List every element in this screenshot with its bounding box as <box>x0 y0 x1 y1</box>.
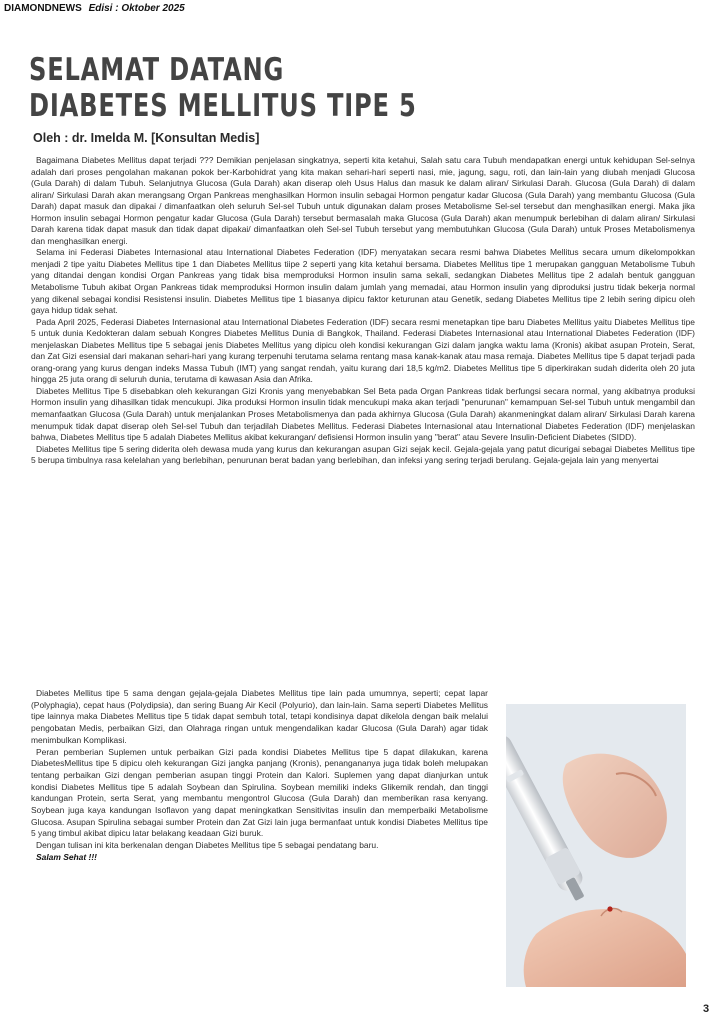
article-body <box>31 155 695 467</box>
edition-label: Edisi : Oktober 2025 <box>88 3 185 14</box>
page-number: 3 <box>703 1003 710 1015</box>
paragraph: Pada April 2025, Federasi Diabetes Internasional atau International Diabetes Federation (IDF) secara resmi menetapkan tipe baru Diabetes Mellitus yaitu Diabetes Mellitus tipe 5 untuk dunia Kedokteran dalam sebuah Kongres Diabetes Mellitus Dunia di Bangkok, Thailand. Federasi Diabetes Internasional atau International Diabetes Federation (IDF) menjelaskan Diabetes Mellitus tipe 5 sebagai jenis Diabetes Mellitus yang dipicu oleh kondisi kekurangan Gizi dalam jangka waktu lama (Kronis) akibat asupan Protein, Serat, dan Zat Gizi esensial dari makanan sehari-hari yang kurang terpenuhi terutama selama rentang masa kanak-kanak atau masa remaja. Diabetes Mellitus tipe 5 dapat terjadi pada orang-orang yang kurus dengan indeks Massa Tubuh (IMT) yang sangat rendah, yaitu kurang dari 18,5 kg/m2. Diabetes Mellitus tipe 5 diperkirakan sudah diderita oleh 20 juta hingga 25 juta orang di seluruh dunia, terutama di kawasan Asia dan Afrika. <box>31 316 695 385</box>
paragraph: Diabetes Mellitus tipe 5 sama dengan gejala-gejala Diabetes Mellitus tipe lain pada umumnya, seperti; cepat lapar (Polyphagia), cepat haus (Polydipsia), dan sering Buang Air Kecil (Polyurio), dan lain-lain. Sama seperti Diabetes Mellitus tipe lainnya maka Diabetes Mellitus tipe 5 tidak dapat sembuh total, tetapi kondisinya dapat dikelola dengan baik melalui pengobatan Medis, perbaikan Gizi, dan Olahraga ringan untuk mengendalikan kadar Glucosa (Gula Darah) agar tidak menimbulkan Komplikasi. <box>31 688 488 745</box>
paragraph: Dengan tulisan ini kita berkenalan dengan Diabetes Mellitus tipe 5 sebagai pendatang baru. <box>36 840 379 851</box>
paragraph: Diabetes Mellitus tipe 5 sering diderita oleh dewasa muda yang kurus dan kekurangan asupan Gizi sejak kecil. Gejala-gejala yang patut dicurigai sebagai Diabetes Mellitus tipe 5 berupa timbulnya rasa kelelahan yang berlebihan, penurunan berat badan yang berlebihan, dan infeksi yang sering terjadi berulang. Gejala-gejala lain yang menyertai <box>31 443 695 466</box>
paragraph: Peran pemberian Suplemen untuk perbaikan Gizi pada kondisi Diabetes Mellitus tipe 5 dapat dilakukan, karena DiabetesMellitus tipe 5 dipicu oleh kekurangan Gizi jangka panjang (Kronis), penangananya juga tidak boleh melupakan tentang perbaikan Gizi dengan pemberian asupan tinggi Protein dan Kalori. Suplemen yang dapat dianjurkan untuk kondisi Diabetes Mellitus tipe 5 adalah Soybean dan Spirulina. Soybean memiliki indeks Glikemik rendah, dan tinggi kandungan Protein, serta Serat, yang membantu mengontrol Glucosa (Gula Darah) dan memberikan rasa kenyang. Soybean juga kaya kandungan Isoflavon yang dapat meningkatkan Sensitivitas insulin dan memperbaiki Metabolisme Glucosa. Asupan Spirulina sebagai sumber Protein dan Zat Gizi lain juga bermanfaat untuk kondisi Diabetes Mellitus tipe 5 yang timbul akibat dipicu latar belakang keadaan Gizi buruk. <box>31 746 488 839</box>
lancet-and-hand-illustration <box>506 704 686 987</box>
author-byline: Oleh : dr. Imelda M. [Konsultan Medis] <box>33 131 260 145</box>
article-title <box>29 52 417 124</box>
paragraph: Bagaimana Diabetes Mellitus dapat terjadi ??? Demikian penjelasan singkatnya, seperti kita ketahui, Salah satu cara Tubuh mendapatkan energi untuk kehidupan Sel-selnya adalah dari proses pengolahan makanan pokok ber-Karbohidrat yang kita makan sehari-hari seperti nasi, mie, jagung, sagu, roti, dan lain-lain yang diubah menjadi Glucosa (Gula Darah) di dalam Tubuh. Selanjutnya Glucosa (Gula Darah) akan diserap oleh Usus Halus dan masuk ke dalam aliran/ Sirkulasi Darah. Glucosa (Gula Darah) di dalam aliran/ Sirkulasi Darah akan merangsang Organ Pankreas menghasilkan Hormon insulin sebagai Hormon pengatur kadar Glucosa (Gula Darah) yang membantu Glucosa (Gula Darah) dapat masuk dan dipakai / dimanfaatkan oleh seluruh Sel-sel Tubuh untuk digunakan dalam proses Metabolisme Sel-sel tersebut dan menghasilkan energi. Maka jika Hormon insulin sebagai Hormon pengatur kadar Glucosa (Gula Darah) tersebut bermasalah maka Glucosa (Gula Darah) akan menumpuk berlebihan di dalam aliran/ Sirkulasi Darah karena tidak dapat masuk dan tidak dapat dipakai/ dimanfaatkan oleh Sel-sel Tubuh tersebut yang membutuhkan Glucosa (Gula Darah) untuk Proses Metabolismenya dan menghasilkan energi. <box>31 155 695 246</box>
title-line-2: DIABETES MELLITUS TIPE 5 <box>29 88 417 124</box>
blood-drop-shape <box>607 906 612 911</box>
article-body-continued <box>31 688 488 864</box>
closing-greeting: Salam Sehat !!! <box>36 851 97 862</box>
paragraph: Selama ini Federasi Diabetes Internasional atau International Diabetes Federation (IDF) menyatakan secara resmi bahwa Diabetes Mellitus secara umum dikelompokkan menjadi 2 tipe yaitu Diabetes Mellitus tipe 1 dan Diabetes Mellitus tiipe 2 seperti yang kita ketahui bersama. Diabetes Mellitus tipe 1 merupakan gangguan Metabolisme Tubuh yang ditandai dengan kondisi Organ Pankreas yang tidak bisa memproduksi Hormon insulin sama sekali, sedangkan Diabetes Mellitus tipe 2 adalah bentuk gangguan Metabolisme Tubuh akibat Organ Pankreas tidak memproduksi Hormon insulin dalam jumlah yang memadai, atau Hormon insulin yang diproduksi justru tidak bekerja normal yang dikenal sebagai kondisi Resistensi insulin. Diabetes Mellitus tipe 1 biasanya dipicu faktor keturunan atau Genetik, sedang Diabetes Mellitus tipe 2 lebih sering dipicu oleh gaya hidup tidak sehat. <box>31 247 695 316</box>
title-line-1: SELAMAT DATANG <box>29 52 285 88</box>
masthead <box>4 3 185 14</box>
glucose-test-photo <box>506 704 686 987</box>
publication-name: DIAMONDNEWS <box>4 3 82 14</box>
paragraph: Diabetes Mellitus Tipe 5 disebabkan oleh kekurangan Gizi Kronis yang menyebabkan Sel Beta pada Organ Pankreas tidak berfungsi secara normal, yang akibatnya produksi Hormon insulin yang dihasilkan tidak mencukupi. Jika produksi Hormon insulin tidak mencukupi maka akan terjadi "penurunan" kemampuan Sel-sel Tubuh untuk mengambil dan memanfaatkan Glucosa (Gula Darah) untuk menjalankan Proses Metabolismenya dan pada akhirnya Glucosa (Gula Darah) akanmeningkat dalam aliran/ Sirkulasi Darah karena menumpuk tidak dapat diserap oleh Sel-sel Tubuh dan terjadilah Diabetes Mellitus. Federasi Diabetes Internasional atau International Diabetes Federation (IDF) menjelaskan bahwa, Diabetes Mellitus tipe 5 adalah Diabetes Mellitus akibat kekurangan/ defisiensi Hormon insulin yang "berat" atau Severe Insulin-Deficient Diabetes (SIDD). <box>31 385 695 443</box>
